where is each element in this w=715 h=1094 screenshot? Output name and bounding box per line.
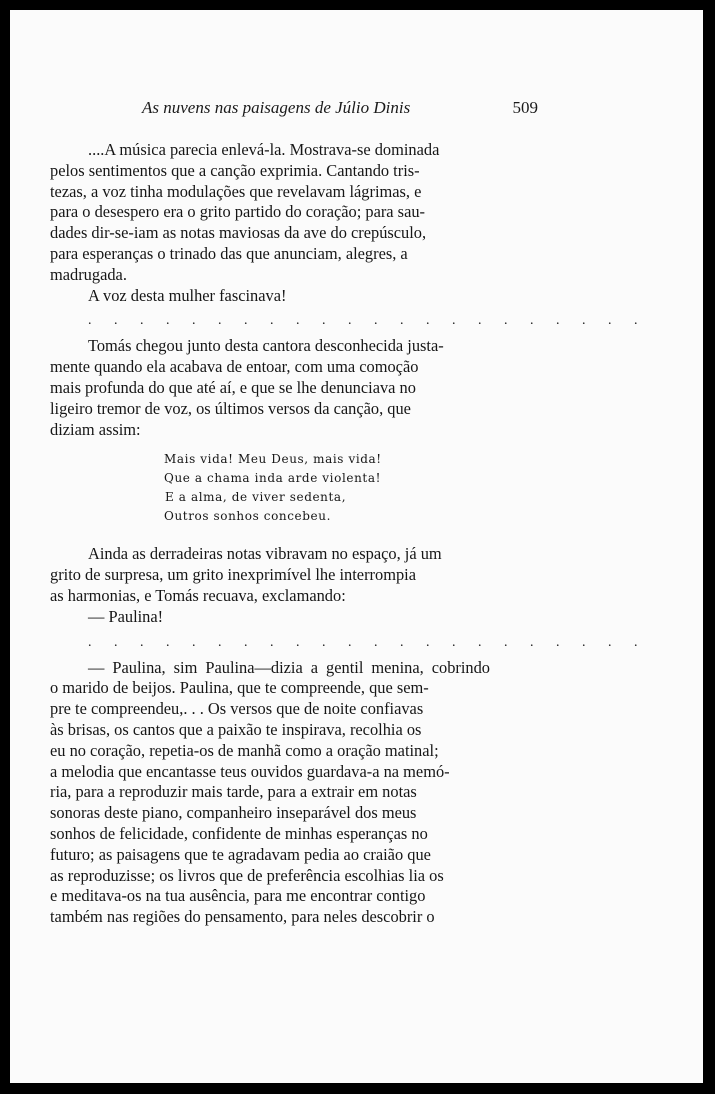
text-line: tezas, a voz tinha modulações que revelavam lágrimas, e [50,181,422,201]
verse-line: Que a chama inda arde violenta! [164,471,382,486]
text-line: ....A música parecia enlevá-la. Mostrava-se dominada [88,140,440,159]
paragraph-2: A voz desta mulher fascinava! [88,285,287,305]
running-header [142,98,538,122]
ellipsis-separator: . . . . . . . . . . . . . . . . . . . . . . [88,634,647,650]
text-line: para esperanças o trinado das que anunciam, alegres, a [50,243,408,263]
text-line: para o desespero era o grito partido do coração; para sau- [50,202,425,222]
text-line: ligeiro tremor de voz, os últimos versos da canção, que [50,398,411,418]
text-line: pre te compreendeu,. . . Os versos que de noite confiavas [50,699,424,719]
text-line: diziam assim: [50,419,141,439]
text-line: eu no coração, repetia-os de manhã como a oração matinal; [50,740,439,760]
text-line: sonoras deste piano, companheiro inseparável dos meus [50,803,417,823]
paragraph-3 [50,336,528,440]
page-number: 509 [512,98,538,117]
text-line: — Paulina, sim Paulina—dizia a gentil menina, cobrindo [88,657,491,677]
text-line: e meditava-os na tua ausência, para me encontrar contigo [50,886,426,906]
page-body [50,140,647,928]
text-line: as harmonias, e Tomás recuava, exclamando: [50,585,346,605]
text-line: Ainda as derradeiras notas vibravam no espaço, já um [88,544,442,564]
text-line: sonhos de felicidade, confidente de minhas esperanças no [50,823,428,843]
paragraph-4 [50,544,528,606]
verse-line: Outros sonhos concebeu. [164,509,331,524]
text-line: madrugada. [50,264,127,284]
text-line: as reproduzisse; os livros que de preferência escolhias lia os [50,865,444,885]
text-line: ria, para a reproduzir mais tarde, para a extrair em notas [50,782,417,802]
running-title: As nuvens nas paisagens de Júlio Dinis [142,98,411,117]
text-line: a melodia que encantasse teus ouvidos guardava-a na memó- [50,761,450,781]
paragraph-5: — Paulina! [88,606,164,626]
text-line: também nas regiões do pensamento, para neles descobrir o [50,907,435,927]
paragraph-1 [50,140,528,286]
text-line: mais profunda do que até aí, e que se lhe denunciava no [50,377,416,397]
book-page [10,10,703,1083]
text-line: grito de surpresa, um grito inexprimível lhe interrompia [50,565,416,585]
verse-line: Mais vida! Meu Deus, mais vida! [164,452,382,467]
text-line: mente quando ela acabava de entoar, com uma comoção [50,357,419,377]
ellipsis-separator: . . . . . . . . . . . . . . . . . . . . . . [88,313,647,329]
text-line: futuro; as paisagens que te agradavam pedia ao craião que [50,844,431,864]
text-line: Tomás chegou junto desta cantora desconhecida justa- [88,336,444,356]
text-line: o marido de beijos. Paulina, que te compreende, que sem- [50,678,429,698]
verse-line: E a alma, de viver sedenta, [165,490,347,505]
text-line: dades dir-se-iam as notas maviosas da ave do crepúsculo, [50,223,427,243]
text-line: pelos sentimentos que a canção exprimia. Cantando tris- [50,160,420,180]
verse-block [164,450,528,526]
paragraph-6 [50,658,528,928]
text-line: às brisas, os cantos que a paixão te inspirava, recolhia os [50,719,422,739]
